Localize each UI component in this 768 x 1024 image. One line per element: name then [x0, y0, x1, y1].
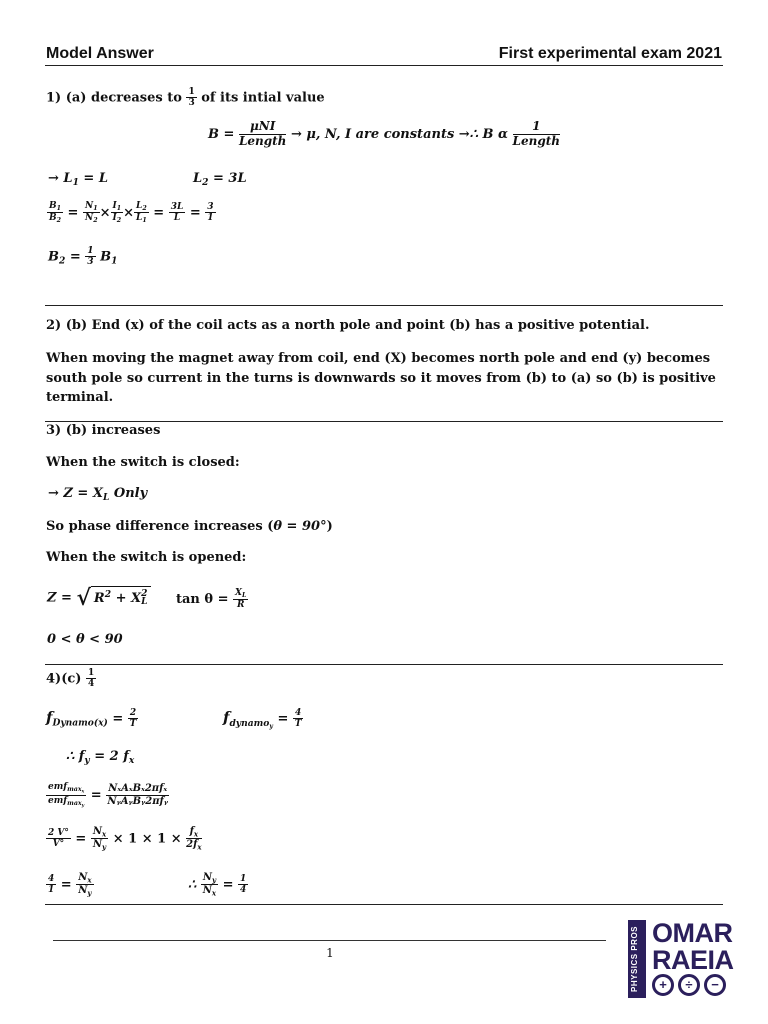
divider-4 — [45, 904, 723, 905]
q3-tan-equation: tan θ = $\frac{X_L}{R}$ — [176, 588, 247, 611]
q3-angle-range: 0 < θ < 90 — [47, 632, 123, 647]
q3-impedance-equation: Z = √ $R^2 + X$ 2 L — [47, 585, 151, 611]
header-left: Model Answer — [46, 45, 154, 62]
q3-z-only: → $Z = X_L$ Only — [48, 486, 148, 504]
q3-switch-closed: When the switch is closed: — [46, 455, 240, 470]
header-right: First experimental exam 2021 — [498, 45, 722, 62]
divide-icon: ÷ — [678, 974, 700, 996]
q4-voltage-ratio: $\frac{2 V^\circ}{V^\circ}$ = $\frac{N_x}{N_y}$ × 1 × 1 × $\frac{f_x}{2f_x}$ — [48, 826, 202, 852]
plus-icon: + — [652, 974, 674, 996]
q3-phase-difference: So phase difference increases (θ = 90°) — [46, 519, 333, 534]
divider-3 — [45, 664, 723, 665]
divider-2 — [45, 421, 723, 422]
header-rule — [45, 65, 723, 66]
logo-line-2: RAEIA — [652, 945, 734, 975]
q4-f-dynamo-x: $f_{Dynamo(x)}$ = $\frac{2}{T}$ — [46, 708, 137, 730]
logo-side-bar: PHYSICS PROS — [628, 920, 646, 998]
q1-answer: 1) (a) decreases to $\frac{1}{3}$ of its intial value — [46, 87, 325, 109]
q4-fy-equals-2fx: ∴ $f_y = 2$ $f_x$ — [66, 749, 135, 767]
footer-rule — [53, 940, 606, 941]
q2-explanation: When moving the magnet away from coil, end (X) becomes north pole and end (y) becomes south pole so current in the turns is downwards so it moves from (b) to (a) so (b) is positive terminal. — [46, 351, 716, 405]
q4-f-dynamo-y: $f_{dynamo_y}$ = $\frac{4}{T}$ — [223, 708, 302, 730]
q4-answer: 4)(c) $\frac{1}{4}$ — [46, 668, 95, 690]
logo-line-1: OMAR — [652, 918, 733, 948]
q4-final-left: $\frac{4}{1}$ = $\frac{N_x}{N_y}$ — [48, 872, 92, 898]
q1-b2-result: $B_2$ = $\frac{1}{3}$ $B_1$ — [48, 246, 118, 268]
logo-icons — [652, 974, 730, 996]
q1-l1: → $L_1 = L$ — [48, 171, 108, 189]
q1-equation-b: B = μNI Length → μ, N, I are constants →∴ B α 1 Length — [208, 119, 560, 148]
q4-final-right: ∴ $\frac{N_y}{N_x}$ = $\frac{1}{4}$ — [188, 872, 247, 898]
q3-answer: 3) (b) increases — [46, 423, 161, 438]
q1-ratio-equation: $\frac{B_1}{B_2}$ = $\frac{N_1}{N_2}$ × $\frac{I_1}{I_2}$ × $\frac{L_2}{L_1}$ = $\frac{3L}{L}$ = $\frac{3}{1}$ — [49, 201, 214, 225]
page-number: 1 — [326, 946, 334, 960]
divider-1 — [45, 305, 723, 306]
omar-raeia-logo — [628, 920, 748, 998]
q2-answer: 2) (b) End (x) of the coil acts as a north pole and point (b) has a positive potential. — [46, 318, 650, 333]
q1-l2: $L_2 = 3L$ — [193, 171, 247, 189]
q3-switch-opened: When the switch is opened: — [46, 550, 247, 565]
q4-emf-ratio: emf$_{max_x}$ emf$_{max_y}$ = NₓAₓBₓ2πfₓ NᵧAᵧBᵧ2πfᵧ — [48, 782, 168, 809]
minus-icon: − — [704, 974, 726, 996]
